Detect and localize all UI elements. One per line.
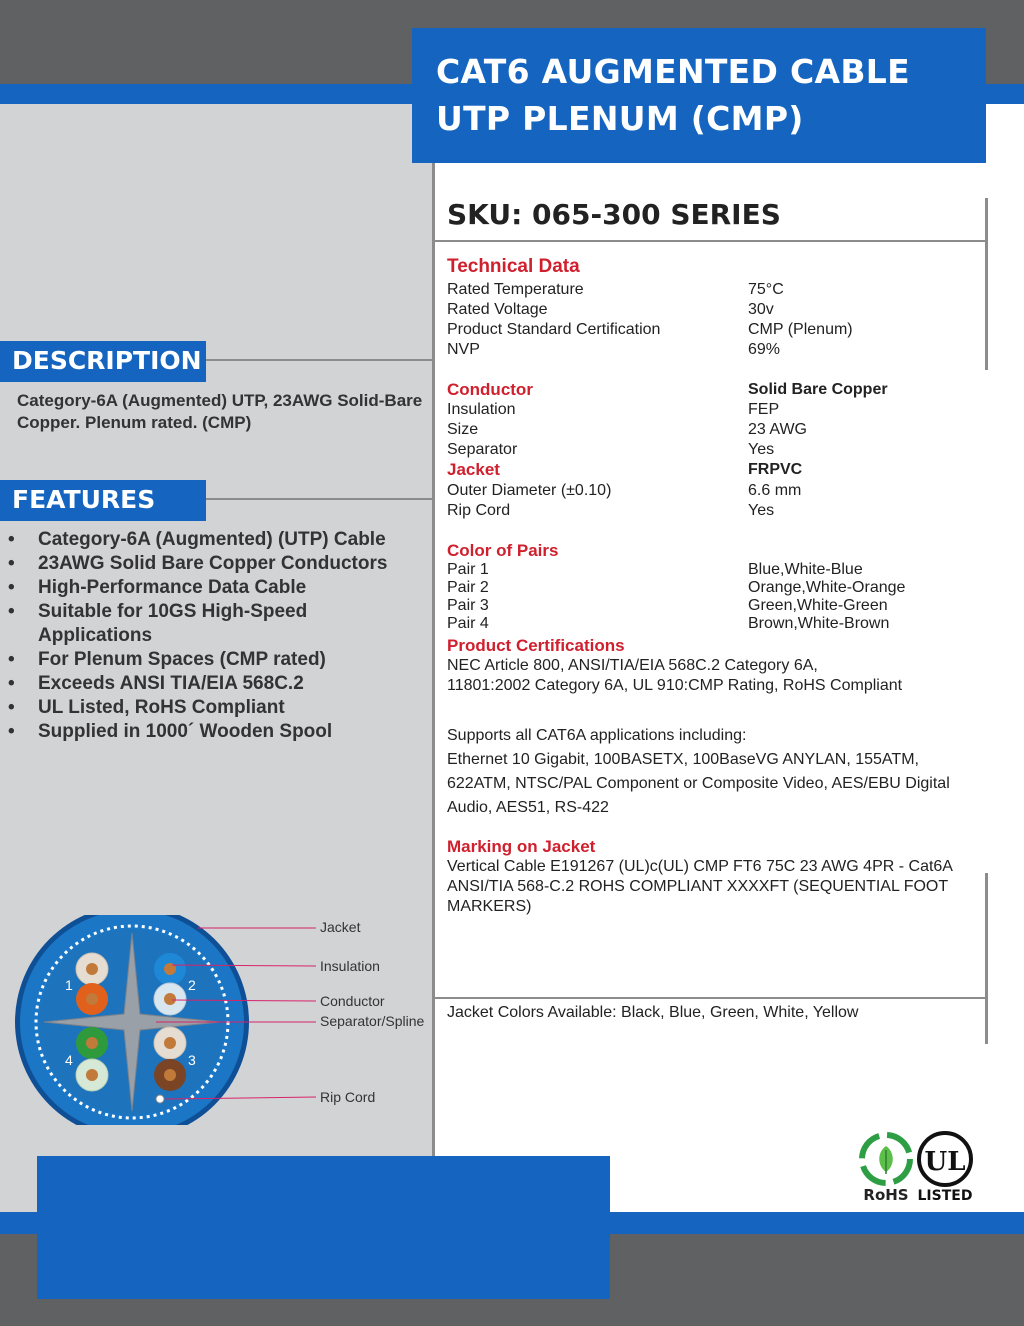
spec-label: Size xyxy=(447,421,479,438)
feature-text: Exceeds ANSI TIA/EIA 568C.2 xyxy=(38,673,304,694)
sku-heading: SKU: 065-300 SERIES xyxy=(447,198,781,231)
spec-value: 75°C xyxy=(748,281,784,298)
feature-item xyxy=(0,696,430,720)
conductor-value: Solid Bare Copper xyxy=(748,381,888,398)
pairs-heading: Color of Pairs xyxy=(447,541,559,560)
features-heading: FEATURES xyxy=(0,480,206,521)
description-heading: DESCRIPTION xyxy=(0,341,206,382)
features-rule xyxy=(206,498,434,500)
bullet: • xyxy=(8,697,15,718)
feature-text: Suitable for 10GS High-Speed Applications xyxy=(38,601,308,646)
jacket-heading: Jacket xyxy=(447,460,500,479)
copper-core xyxy=(86,963,98,975)
copper-core xyxy=(86,1037,98,1049)
spec-value: 30v xyxy=(748,301,774,318)
bullet: • xyxy=(8,577,15,598)
spec-label: Separator xyxy=(447,441,518,458)
marking-line: ANSI/TIA 568-C.2 ROHS COMPLIANT XXXXFT (SEQUENTIAL FOOT xyxy=(447,878,949,895)
feature-text: High-Performance Data Cable xyxy=(38,577,307,598)
spec-value: Yes xyxy=(748,502,775,519)
diagram-label-jacket: Jacket xyxy=(320,919,361,935)
spec-value: FEP xyxy=(748,401,780,418)
pair-number: 4 xyxy=(65,1052,73,1068)
page-title xyxy=(436,48,910,142)
diagram-label-insulation: Insulation xyxy=(320,958,380,974)
spec-label: NVP xyxy=(447,341,480,358)
marking-line: Vertical Cable E191267 (UL)c(UL) CMP FT6 75C 23 AWG 4PR - Cat6A xyxy=(447,858,953,875)
ul-text: UL xyxy=(924,1147,966,1177)
pair-label: Pair 2 xyxy=(447,579,489,596)
pair-value: Orange,White-Orange xyxy=(748,579,906,596)
diagram-leader-lines xyxy=(150,915,320,1115)
feature-item xyxy=(0,672,430,696)
spec-label: Rated Voltage xyxy=(447,301,548,318)
feature-item xyxy=(0,720,430,744)
bullet: • xyxy=(8,673,15,694)
bullet: • xyxy=(8,553,15,574)
feature-text: For Plenum Spaces (CMP rated) xyxy=(38,649,326,670)
marking-line: MARKERS) xyxy=(447,898,532,915)
supports-line: Audio, AES51, RS-422 xyxy=(447,799,609,816)
pair-value: Green,White-Green xyxy=(748,597,888,614)
title-line-2: UTP PLENUM (CMP) xyxy=(436,99,804,138)
title-line-1: CAT6 AUGMENTED CABLE xyxy=(436,52,910,91)
spec-label: Rip Cord xyxy=(447,502,511,519)
description-text: Category-6A (Augmented) UTP, 23AWG Solid-Bare Copper. Plenum rated. (CMP) xyxy=(17,391,423,432)
feature-item xyxy=(0,528,430,552)
spec-label: Outer Diameter (±0.10) xyxy=(447,482,612,499)
spec-value: 23 AWG xyxy=(748,421,807,438)
description-rule xyxy=(206,359,434,361)
right-rule-1 xyxy=(985,198,988,370)
spec-label: Rated Temperature xyxy=(447,281,584,298)
certifications-line: 11801:2002 Category 6A, UL 910:CMP Rating, RoHS Compliant xyxy=(447,677,903,694)
right-rule-3 xyxy=(985,997,988,1044)
leader-insulation xyxy=(172,965,316,966)
technical-heading: Technical Data xyxy=(447,256,580,277)
feature-item xyxy=(0,600,338,648)
copper-core xyxy=(86,993,98,1005)
marking-heading: Marking on Jacket xyxy=(447,837,596,856)
feature-item xyxy=(0,576,430,600)
bullet: • xyxy=(8,601,15,622)
conductor-heading: Conductor xyxy=(447,380,533,399)
spec-value: 69% xyxy=(748,341,781,358)
pair-label: Pair 3 xyxy=(447,597,489,614)
pair-label: Pair 1 xyxy=(447,561,489,578)
supports-line: 622ATM, NTSC/PAL Component or Composite Video, AES/EBU Digital xyxy=(447,775,950,792)
supports-line: Ethernet 10 Gigabit, 100BASETX, 100BaseVG ANYLAN, 155ATM, xyxy=(447,751,919,768)
feature-text: 23AWG Solid Bare Copper Conductors xyxy=(38,553,388,574)
feature-item xyxy=(0,552,430,576)
rohs-text: RoHS xyxy=(863,1186,909,1204)
feature-text: Category-6A (Augmented) (UTP) Cable xyxy=(38,529,386,550)
spec-label: Product Standard Certification xyxy=(447,321,661,338)
leader-conductor xyxy=(172,1000,316,1001)
supports-intro: Supports all CAT6A applications including: xyxy=(447,727,747,744)
copper-core xyxy=(86,1069,98,1081)
bullet: • xyxy=(8,721,15,742)
bullet: • xyxy=(8,529,15,550)
features-list xyxy=(0,528,430,744)
diagram-label-conductor: Conductor xyxy=(320,993,385,1009)
pair-number: 2 xyxy=(188,977,196,993)
spec-value: Yes xyxy=(748,441,775,458)
certifications-heading: Product Certifications xyxy=(447,636,625,655)
right-rule-2 xyxy=(985,873,988,998)
footer-blue-box xyxy=(37,1156,610,1299)
pair-value: Blue,White-Blue xyxy=(748,561,863,578)
ul-listed-logo xyxy=(914,1128,976,1206)
pair-number: 1 xyxy=(65,977,73,993)
pair-number: 3 xyxy=(188,1052,196,1068)
spec-value: CMP (Plenum) xyxy=(748,321,853,338)
spec-value: 6.6 mm xyxy=(748,482,802,499)
leader-ripcord xyxy=(166,1097,316,1099)
jacket-colors-divider xyxy=(435,997,988,999)
rohs-logo xyxy=(855,1130,917,1206)
spec-label: Insulation xyxy=(447,401,516,418)
bullet: • xyxy=(8,649,15,670)
feature-text: UL Listed, RoHS Compliant xyxy=(38,697,285,718)
jacket-value: FRPVC xyxy=(748,461,803,478)
feature-item xyxy=(0,648,430,672)
diagram-label-ripcord: Rip Cord xyxy=(320,1089,376,1105)
column-divider xyxy=(432,104,435,1212)
feature-text: Supplied in 1000´ Wooden Spool xyxy=(38,721,333,742)
diagram-label-separator: Separator/Spline xyxy=(320,1013,425,1029)
pair-value: Brown,White-Brown xyxy=(748,615,890,632)
listed-text: LISTED xyxy=(917,1188,973,1204)
certifications-line: NEC Article 800, ANSI/TIA/EIA 568C.2 Category 6A, xyxy=(447,657,818,674)
jacket-colors: Jacket Colors Available: Black, Blue, Green, White, Yellow xyxy=(447,1004,859,1021)
sku-divider xyxy=(435,240,987,242)
pair-label: Pair 4 xyxy=(447,615,489,632)
